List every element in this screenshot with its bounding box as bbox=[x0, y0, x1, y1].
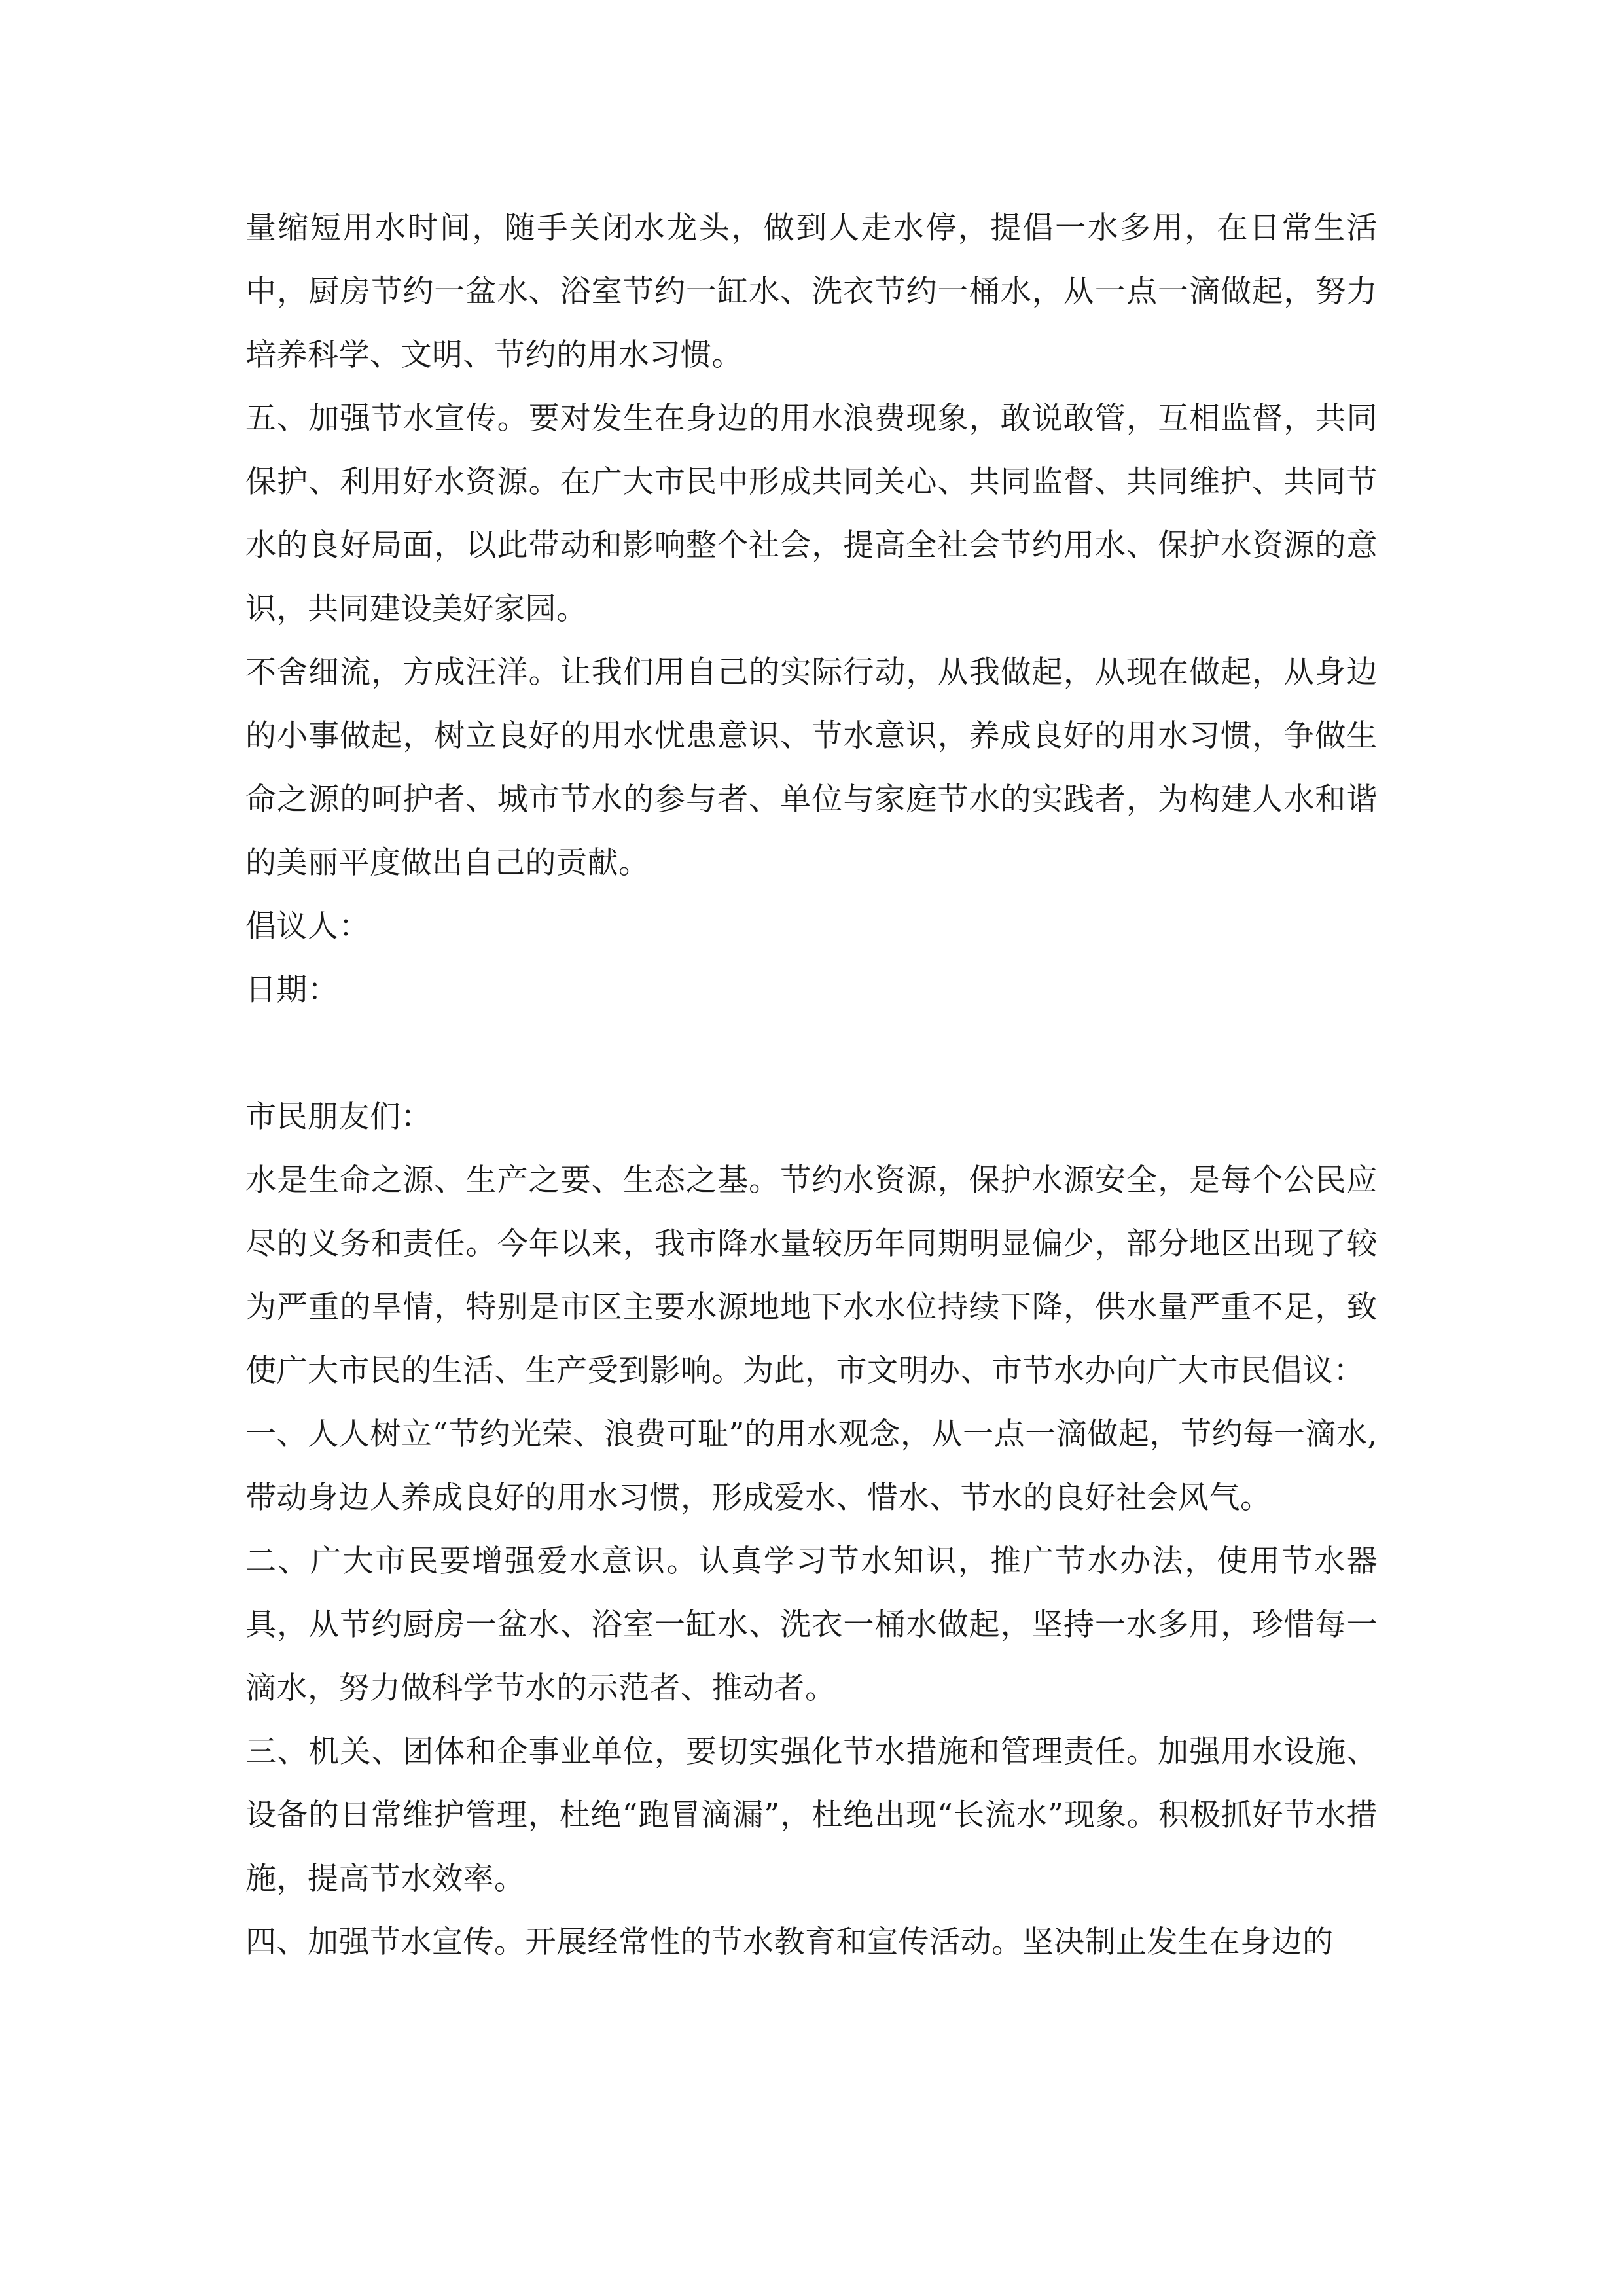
proposer-line: 倡议人： bbox=[245, 908, 370, 944]
paragraph-continued: 量缩短用水时间，随手关闭水龙头，做到人走水停，提倡一水多用，在日常生活中，厨房节约一盆水、浴室节约一缸水、洗衣节约一桶水，从一点一滴做起，努力培养科学、文明、节约的用水习惯。 bbox=[245, 210, 1378, 373]
paragraph-item-3: 三、机关、团体和企事业单位，要切实强化节水措施和管理责任。加强用水设施、设备的日常维护管理，杜绝“跑冒滴漏”，杜绝出现“长流水”现象。积极抓好节水措施，提高节水效率。 bbox=[245, 1734, 1378, 1897]
document-body bbox=[245, 196, 1378, 1974]
paragraph-intro: 水是生命之源、生产之要、生态之基。节约水资源，保护水源安全，是每个公民应尽的义务和责任。今年以来，我市降水量较历年同期明显偏少，部分地区出现了较为严重的旱情，特别是市区主要水源地地下水水位持续下降，供水量严重不足，致使广大市民的生活、生产受到影响。为此，市文明办、市节水办向广大市民倡议： bbox=[245, 1162, 1378, 1389]
section-gap bbox=[245, 1022, 1378, 1085]
date-line: 日期： bbox=[245, 972, 339, 1008]
salutation: 市民朋友们： bbox=[245, 1099, 432, 1135]
paragraph-closing: 不舍细流，方成汪洋。让我们用自己的实际行动，从我做起，从现在做起，从身边的小事做起，树立良好的用水忧患意识、节水意识，养成良好的用水习惯，争做生命之源的呵护者、城市节水的参与者、单位与家庭节水的实践者，为构建人水和谐的美丽平度做出自己的贡献。 bbox=[245, 655, 1378, 881]
paragraph-item-5: 五、加强节水宣传。要对发生在身边的用水浪费现象，敢说敢管，互相监督，共同保护、利用好水资源。在广大市民中形成共同关心、共同监督、共同维护、共同节水的良好局面，以此带动和影响整个社会，提高全社会节约用水、保护水资源的意识，共同建设美好家园。 bbox=[245, 401, 1378, 627]
paragraph-item-2: 二、广大市民要增强爱水意识。认真学习节水知识，推广节水办法，使用节水器具，从节约厨房一盆水、浴室一缸水、洗衣一桶水做起，坚持一水多用，珍惜每一滴水，努力做科学节水的示范者、推动者。 bbox=[245, 1543, 1378, 1706]
paragraph-item-1: 一、人人树立“节约光荣、浪费可耻”的用水观念，从一点一滴做起，节约每一滴水,带动身边人养成良好的用水习惯，形成爱水、惜水、节水的良好社会风气。 bbox=[245, 1416, 1378, 1516]
paragraph-item-4: 四、加强节水宣传。开展经常性的节水教育和宣传活动。坚决制止发生在身边的 bbox=[245, 1924, 1334, 1960]
